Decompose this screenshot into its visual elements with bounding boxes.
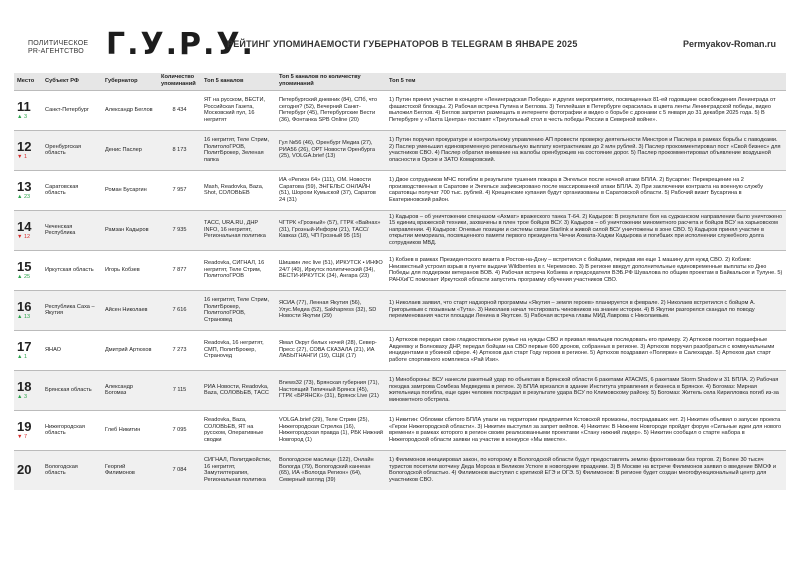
top-channels-cell: Mash, Readovka, Baza, Shot, СОЛОВЬЕВ <box>201 170 276 210</box>
table-row <box>14 170 786 210</box>
governor-cell: Александр Беглов <box>102 90 158 130</box>
top-by-count-cell: Шишкин лес live (51), ИРКУТСК • ИНФО 24/7 (40), Иркутск политический (34), ВЕСТИ-ИРКУТСК (34), Ангара (23) <box>276 250 386 290</box>
table-row <box>14 250 786 290</box>
mentions-cell: 7 877 <box>158 250 201 290</box>
page-title: РЕЙТИНГ УПОМИНАЕМОСТИ ГУБЕРНАТОРОВ В TELEGRAM В ЯНВАРЕ 2025 <box>227 39 578 49</box>
table-row <box>14 210 786 250</box>
rating-table <box>14 73 786 490</box>
place-cell <box>14 170 42 210</box>
mentions-cell: 7 957 <box>158 170 201 210</box>
table-row <box>14 450 786 490</box>
place-cell <box>14 210 42 250</box>
top-by-count-cell: VOLGA.brief (29), Теле Стрим (25), Нижегородская Стрелка (16), Нижегородская правда (1), РБК Нижний Новгород (1) <box>276 410 386 450</box>
col-header-mentions: Количество упоминаний <box>158 73 201 90</box>
top-channels-cell: СИГНАЛ, Политджойстик, 16 негритят, Замутилтерапия, Региональная политика <box>201 450 276 490</box>
top-by-count-cell: ЯСИА (77), Ленная Якутия (56), Улус.Медиа (52), Sakhapress (32), SD Новости Якутии (29) <box>276 290 386 330</box>
place-cell <box>14 330 42 370</box>
region-cell: ЯНАО <box>42 330 102 370</box>
table-row <box>14 410 786 450</box>
region-cell: Республика Саха – Якутия <box>42 290 102 330</box>
rank-down-indicator: ▼ 12 <box>17 234 31 240</box>
governor-cell: Александр Богомаз <box>102 370 158 410</box>
top-channels-cell: 16 негритят, Теле Стрим, ПолитБрокер, ПолитолоГРОВ, Страновед <box>201 290 276 330</box>
top-channels-cell: ЯТ на русском, ВЕСТИ, Российская Газета, Московский пул, 16 негритят <box>201 90 276 130</box>
topics-cell: 1) Минобороны: ВСУ нанесли ракетный удар по объектам в Брянской области 6 ракетами ATACMS, 6 ракетами Storm Shadow и 31 БПЛА. 2) Рабочая поездка замгрова Сомбеза Медведева в регион. 3) БПЛА врезался в здание Института управления и бизнеса в Брянске. 4) Богомаз: Мирная жительница погибла, еще один человек пострадал в результате удара ВСУ по Климовскому району. 5) Богомаз: Житель села Кирилловка погиб из-за минометного обстрела. <box>386 370 786 410</box>
place-number: 19 <box>17 419 32 434</box>
rank-down-indicator: ▼ 7 <box>17 434 28 440</box>
rank-up-indicator: ▲ 23 <box>17 194 31 200</box>
governor-cell: Рамзан Кадыров <box>102 210 158 250</box>
place-number: 14 <box>17 219 32 234</box>
top-by-count-cell: Гул №56 (46), Оренбург Медиа (27), РИА56 (26), ОРТ Новости Оренбурга (25), VOLGA.brief (13) <box>276 130 386 170</box>
table-row <box>14 370 786 410</box>
place-cell <box>14 370 42 410</box>
top-by-count-cell: Вологодское маслице (122), Онлайн Вологда (79), Вологодский каннеан (65), ИА «Вологда Регион» (64), Северный взгляд (39) <box>276 450 386 490</box>
top-channels-cell: Readovka, СИГНАЛ, 16 негритят, Теле Стрим, ПолитолоГРОВ <box>201 250 276 290</box>
region-cell: Оренбургская область <box>42 130 102 170</box>
region-cell: Чеченская Республика <box>42 210 102 250</box>
top-channels-cell: Readovka, 16 негритят, СМП, ПолитБрокер, Странovед <box>201 330 276 370</box>
top-by-count-cell: Петербургский дневник (84), СПб, что сегодня? (52), Вечерний Санкт-Петербург (45), Петербургские Вести (36), Фонтанка SPB Online (20) <box>276 90 386 130</box>
top-by-count-cell: ЧГТРК «Грозный» (57), ГТРК «Вайнах» (31), Грозный-Информ (21), ТАСС/Кавказ (18), ЧП Грозный 95 (15) <box>276 210 386 250</box>
governor-cell: Денис Паслер <box>102 130 158 170</box>
agency-line-1: ПОЛИТИЧЕСКОЕ <box>28 40 89 47</box>
region-cell: Нижегородская область <box>42 410 102 450</box>
place-cell <box>14 90 42 130</box>
agency-label <box>28 40 88 56</box>
place-number: 11 <box>17 99 31 114</box>
rank-down-indicator: ▼ 1 <box>17 154 28 160</box>
table-row <box>14 330 786 370</box>
site-link[interactable]: Permyakov-Roman.ru <box>682 39 776 49</box>
col-header-top-by-count: Топ 5 каналов по количеству упоминаний <box>276 73 386 90</box>
topics-cell: 1) Путин поручил прокуратуре и контрольному управлению АП провести проверку деятельности Минстроя и Паслера в рамках борьбы с паводками. 2) Паслер уменьшил единовременную региональную выплату контрактникам до 2 млн рублей. 3) Паслер прокомментировал пост «Свой бизнес» для участников СВО. 4) Паслер обратил внимание на жалобы оренбуржцев на состояние дорог. 5) Паслер прокомментировал объявление воздушной опасности в Орске и ЗАТО Комаровский. <box>386 130 786 170</box>
region-cell: Иркутская область <box>42 250 102 290</box>
top-channels-cell: Readovka, Baza, СОЛОВЬЕВ, ЯТ на русском, Оперативные сводки <box>201 410 276 450</box>
agency-line-2: PR-АГЕНТСТВО <box>28 48 84 55</box>
table-header-row <box>14 73 786 90</box>
topics-cell: 1) Филимонов инициировал закон, по которому в Вологодской области будут предоставлять землю фронтовикам без торгов. 2) Более 30 тысяч туристов посетили вотчину Деда Мороза в Великом Устюге в новогодние праздники. 3) В Москве на встрече Филимонов заявил о введение ВМОФ и Вологодской областью. 4) Филимонов выступил с критикой ЕГЭ и ОГЭ. 5) Филимонов: В регионе будет создан многофункциональный центр для участников СВО. <box>386 450 786 490</box>
topics-cell: 1) Двое сотрудников МЧС погибли в результате тушения пожара в Энгельсе после ночной атаки БПЛА. 2) Бусаргин: Перекрещение на 2 производственных в Саратове и Энгельсе зафиксировано после массированной атаки БПЛА. 3) При заключении контракта на военную службу саратовцы получат 700 тыс. рублей. 4) Крещенские купания будут организованы в Саратовской области. 5) Рабочий визит Бусаргина в Екатериновский район. <box>386 170 786 210</box>
governor-cell: Айсен Николаев <box>102 290 158 330</box>
place-number: 13 <box>17 179 32 194</box>
guru-logo: Г.У.Р.У. <box>106 27 255 62</box>
top-channels-cell: ТАСС, URA.RU, ДНР INFO, 16 негритят, Региональная политика <box>201 210 276 250</box>
place-cell <box>14 130 42 170</box>
mentions-cell: 7 935 <box>158 210 201 250</box>
rank-up-indicator: ▲ 3 <box>17 114 28 120</box>
place-number: 18 <box>17 379 32 394</box>
mentions-cell: 8 434 <box>158 90 201 130</box>
rank-up-indicator: ▲ 3 <box>17 394 28 400</box>
rank-up-indicator: ▲ 13 <box>17 314 31 320</box>
governor-cell: Дмитрий Артюхов <box>102 330 158 370</box>
governor-cell: Глеб Никитин <box>102 410 158 450</box>
place-cell <box>14 450 42 490</box>
mentions-cell: 8 173 <box>158 130 201 170</box>
topics-cell: 1) Никитин: Обломки сбитого БПЛА упали на территории предприятия Кстовской промзоны, пострадавших нет. 2) Никитин объявил о запуске проекта «Герои Нижегородской области». 3) Никитин выступил за запрет вейпов. 4) Никитин: В Нижнем Новгороде пройдет форум «Сильные идеи для нового времени» в рамках которого в регион своим реализованными проектами «Стану нижний лидер». 5) Никитин сообщил о старте набора в Нижегородской области заявки на участие в конкурсе «Мы вместе». <box>386 410 786 450</box>
rank-up-indicator: ▲ 1 <box>17 354 28 360</box>
topics-cell: 1) Артюхов передал свою гладкоствольное ружье на нужды СВО и призвал ямальцев последовать его примеру. 2) Артюхов посетил подшефные Авдеевку и Волноваху ДНР, передал бойцам на СВО первые 600 дронов, собранных в регионе. 3) Артюхов поручил разобраться с коммунальными инцидентами в убоиной сфере. 4) Артюхов дал старт Году героев в регионе. 5) Артюхов поздравил «Полярки» в Салехарде. 5) Артюхов дал старт работе спортивного комплекса «Рай Изи». <box>386 330 786 370</box>
table-row <box>14 90 786 130</box>
topics-cell: 1) Кобзев в рамках Президентского визита в Ростов-на-Дону – встретился с бойцами, передав им еще 1 машину для нужд СВО. 2) Кобзев: Неизвестный устроил взрыв в пункте выдачи Wildberries в г. Черемхово. 3) В регионе введут дополнительные единовременные выплаты ко Дню Победы для поддержки ветеранов ВОВ. 4) Рабочая встреча Кобзева и председателя ВЭБ.РФ Шувалова по общим проектам в Байкальске и Тулуне. 5) РАНХиГС помогает Иркутской области запустить программу обучения участников СВО. <box>386 250 786 290</box>
col-header-place: Место <box>14 73 42 90</box>
region-cell: Саратовская область <box>42 170 102 210</box>
top-by-count-cell: ИА «Регион 64» (111), ОМ. Новости Саратова (59), ЭНГЕЛЬС ОНЛАЙН (51), Шорохи Кумыской (37), Саратов 24 (31) <box>276 170 386 210</box>
place-number: 12 <box>17 139 32 154</box>
place-number: 15 <box>17 259 32 274</box>
place-cell <box>14 290 42 330</box>
mentions-cell: 7 095 <box>158 410 201 450</box>
table-body <box>14 90 786 490</box>
top-by-count-cell: Bnews32 (73), Брянская губерния (71), Настоящий Типичный Брянск (45), ГТРК «БРЯНСК» (31), Брянск Live (21) <box>276 370 386 410</box>
governor-cell: Игорь Кобзев <box>102 250 158 290</box>
place-number: 20 <box>17 462 32 478</box>
place-number: 16 <box>17 299 32 314</box>
topics-cell: 1) Кадыров – об уничтожении спецназом «Ахмат» вражеского танка Т-64. 2) Кадыров: В результате боя на суджанском направлении было уничтожено 15 единиц вражеской техники, захвачены в плен трое бойцов ВСУ. 3) Кадыров – об уничтожении минометного расчета и бойцов ВСУ на харьковском направлении. 4) Кадыров: Огневые позиции и системы связи Starlink и живой силой ВСУ уничтожены в зоне СВО. 5) Кадыров принял участие в открытии мемориала, посвященного памяти первого президента Чечни Ахмата-Хаджи Кадырова и погибших при исполнении служебного долга сотрудников МВД. <box>386 210 786 250</box>
col-header-top-channels: Топ 5 каналов <box>201 73 276 90</box>
top-by-count-cell: Ямал Округ белых ночей (28), Север-Пресс (27), СОВА СКАЗАЛА (21), ИА ЛАБЫТНАНГИ (19), СЩК (17) <box>276 330 386 370</box>
rank-up-indicator: ▲ 25 <box>17 274 31 280</box>
mentions-cell: 7 273 <box>158 330 201 370</box>
topics-cell: 1) Николаев заявил, что старт надзорной программы «Якутия – земля героев» планируется в феврале. 2) Николаев встретился с бойцом А. Григорьевым с позывным «Тута». 3) Николаев начал тестировать чиновников на знание истории. 4) В Якутии разгорелся скандал по поводу переименования части площади Ленина в Якутске. 5) Рабочая встреча главы МИД Лаврова с Николаевым. <box>386 290 786 330</box>
mentions-cell: 7 084 <box>158 450 201 490</box>
table-row <box>14 130 786 170</box>
topics-cell: 1) Путин принял участие в концерте «Ленинградская Победа» и других мероприятиях, посвященных 81-ей годовщине освобождения Ленинграда от фашистской блокады. 2) Рабочая встреча Путина и Беглова. 3) Теплейшая в Петербурге окрасилась в цвета ленты Ленинградской победы, видео выложил Беглов. 4) Беглов запретил размещать в интернете фотографии и видео о борьбе с дронами с 5 января до 31 декабря 2025 года. 5) В Петербурге у «Лахта Центра» поставят «Треугольный стол в честь победы России в Северной войне». <box>386 90 786 130</box>
col-header-governor: Губернатор <box>102 73 158 90</box>
region-cell: Санкт-Петербург <box>42 90 102 130</box>
col-header-region: Субъект РФ <box>42 73 102 90</box>
region-cell: Вологодская область <box>42 450 102 490</box>
governor-cell: Георгий Филимонов <box>102 450 158 490</box>
place-cell <box>14 410 42 450</box>
top-channels-cell: РИА Новости, Readovka, Baza, СОЛОВЬЕВ, ТАСС <box>201 370 276 410</box>
mentions-cell: 7 115 <box>158 370 201 410</box>
governor-cell: Роман Бусаргин <box>102 170 158 210</box>
place-number: 17 <box>17 339 32 354</box>
page-header <box>0 0 800 70</box>
top-channels-cell: 16 негритят, Теле Стрим, ПолитолоГРОВ, ПолитБрокер, Зеленая папка <box>201 130 276 170</box>
mentions-cell: 7 616 <box>158 290 201 330</box>
region-cell: Брянская область <box>42 370 102 410</box>
place-cell <box>14 250 42 290</box>
table-row <box>14 290 786 330</box>
col-header-topics: Топ 5 тем <box>386 73 786 90</box>
